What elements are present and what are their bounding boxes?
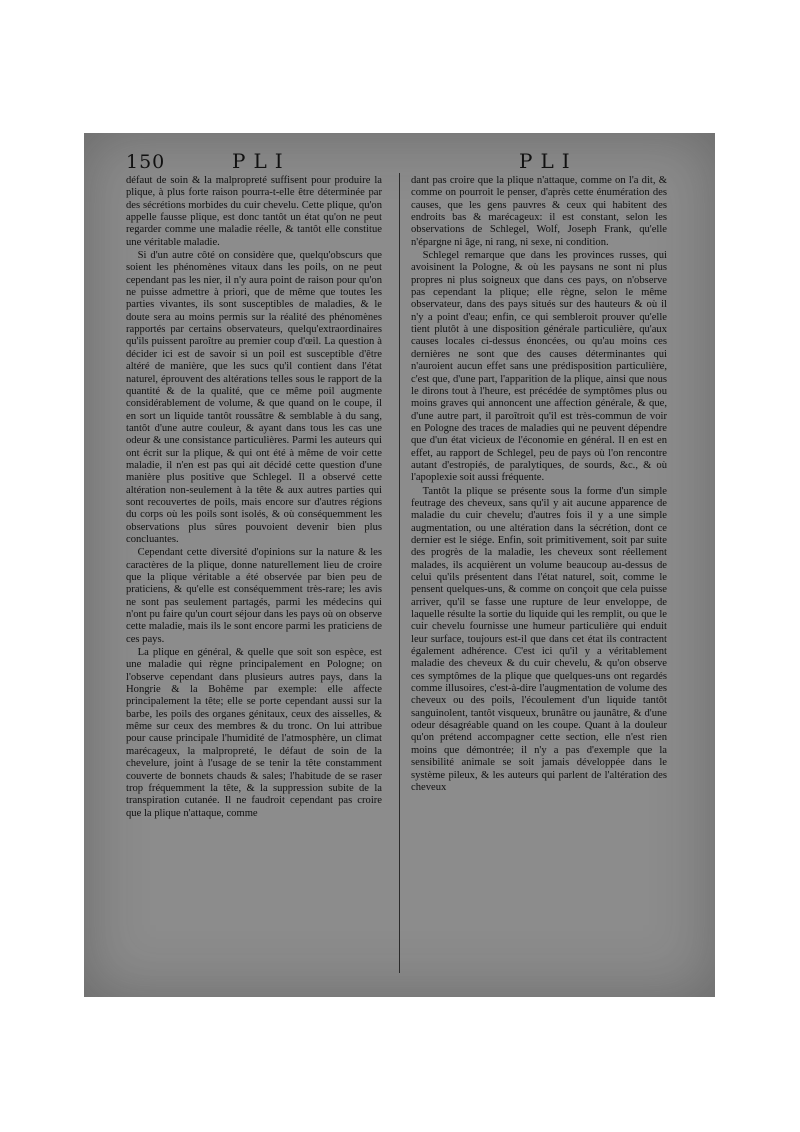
paragraph: Cependant cette diversité d'opinions sur la nature & les caractères de la plique, donne naturellement lieu de croire que la plique véritable a été observée par bien peu de praticiens, & qu'elle est conséquemment très-rare; les avis ne sont pas seulement partagés, parmi les médecins qui n'ont pu faire qu'un court séjour dans les pays où on observe cette maladie, mais ils le sont encore parmi les praticiens de ces pays.: [126, 547, 382, 645]
page-number: 150: [126, 151, 166, 173]
right-column: [411, 175, 667, 794]
paragraph: Tantôt la plique se présente sous la forme d'un simple feutrage des cheveux, sans qu'il y ait aucune apparence de maladie du cuir chevelu; d'autres fois il y a une simple augmentation, ou une altération dans la sécrétion, dont ce dernier est le siége. Enfin, soit primitivement, soit par suite des progrès de la maladie, les cheveux sont réellement malades, ils acquièrent un volume beaucoup au-dessus de celui qu'ils présentent dans l'état naturel, soit, comme le pensent quelques-uns, & comme on conçoit que cela puisse arriver, qu'il se fasse une rupture de leur enveloppe, de laquelle résulte la sortie du liquide qui les remplit, ou que le cuir chevelu fournisse une humeur particulière qui enduit leur surface, toujours est-il que dans cet état ils contractent également adhérence. C'est ici qu'il y a véritablement maladie des cheveux & du cuir chevelu, & qu'on observe ces symptômes de la plique que quelques-uns ont regardés comme illusoires, c'est-à-dire l'augmentation de volume des cheveux ou des poils, l'écoulement d'un liquide tantôt sanguinolent, tantôt visqueux, brunâtre ou jaunâtre, & d'une odeur désagréable quand on les coupe. Quant à la douleur qu'on prétend accompagner cette section, elle n'est rien moins que démontrée; il n'y a pas d'exemple que la sensibilité animale se soit jamais développée dans le système pileux, & les auteurs qui parlent de l'altération des cheveux: [411, 485, 667, 793]
left-column: [126, 175, 382, 820]
paragraph: Si d'un autre côté on considère que, quelqu'obscurs que soient les phénomènes vitaux dans les poils, on ne peut cependant pas les nier, il n'y aura point de raison pour qu'on ne puisse admettre à priori, que de même que toutes les parties vivantes, ils sont susceptibles de maladies, & le doute sera au moins permis sur la réalité des phénomènes rapportés par certains observateurs, quelqu'extraordinaires qu'ils puissent paroître au premier coup d'œil. La question à décider ici est de savoir si un poil est susceptible d'être altéré de manière, que les sucs qu'il contient dans l'état naturel, éprouvent des altérations telles sous le rapport de la quantité & de la qualité, que ce même poil augmente considérablement de volume, & que quand on le coupe, il en sort un liquide tantôt roussâtre & semblable à du sang, tantôt d'une autre couleur, & ayant dans tous les cas une odeur & une consistance particulières. Parmi les auteurs qui ont écrit sur la plique, & qui ont été à même de voir cette maladie, il n'en est pas qui ait décidé cette question d'une manière plus positive que Schlegel. Il a observé cette altération non-seulement à la tête & aux autres parties qui sont recouvertes de poils, mais encore sur d'autres régions du corps où les poils sont isolés, & où conséquemment les observations plus sûres pouvoient devenir bien plus concluantes.: [126, 250, 382, 545]
column-divider: [399, 173, 400, 973]
page-header: [84, 133, 715, 177]
running-head-left: PLI: [232, 149, 291, 173]
running-head-right: PLI: [519, 149, 578, 173]
paragraph: Schlegel remarque que dans les provinces russes, qui avoisinent la Pologne, & où les paysans ne sont ni plus propres ni plus soigneux que dans ces pays, on n'observe pas cependant la plique; elle règne, selon le même observateur, dans des pays situés sur des hauteurs & où il n'y a point d'eau; enfin, ce qui sembleroit prouver qu'elle tient plutôt à une disposition générale particulière, qu'aux causes locales ci-dessus énoncées, ou qu'au moins ces dernières ne sont que des causes déterminantes qui n'auroient aucun effet sans une prédisposition particulière, c'est que, d'une part, l'apparition de la plique, ainsi que nous le dirons tout à l'heure, est précédée de symptômes plus ou moins graves qui annoncent une affection générale, & que, d'une autre part, il paroîtroit qu'il est très-commun de voir en Pologne des traces de maladies qui ne peuvent dépendre que d'un état vicieux de l'économie en général. Il en est en effet, au rapport de Schlegel, peu de pays où l'on rencontre autant d'estropiés, de paralytiques, de sourds, &c., & où l'apoplexie soit aussi fréquente.: [411, 250, 667, 484]
paragraph: défaut de soin & la malpropreté suffisent pour produire la plique, à plus forte raison pourra-t-elle être déterminée par des sécrétions morbides du cuir chevelu. Cette plique, qu'on appelle fausse plique, est donc tantôt un état qu'on ne peut regarder comme une maladie réelle, & tantôt elle constitue une véritable maladie.: [126, 175, 382, 248]
paragraph: La plique en général, & quelle que soit son espèce, est une maladie qui règne principalement en Pologne; on l'observe cependant dans plusieurs autres pays, dans la Hongrie & la Bohême par exemple: elle affecte principalement la tête; elle se porte cependant aussi sur la barbe, les poils des organes génitaux, ceux des aisselles, & même sur ceux des membres & du tronc. On lui attribue pour cause principale l'humidité de l'atmosphère, un climat marécageux, la malpropreté, le défaut de soin de la chevelure, joint à l'usage de se tenir la tête constamment couverte de bonnets chauds & sales; l'habitude de se raser trop fréquemment la tête, & la suppression subite de la transpiration cutanée. Il ne faudroit cependant pas croire que la plique n'attaque, comme: [126, 647, 382, 819]
scanned-page: [84, 133, 715, 997]
paragraph: dant pas croire que la plique n'attaque, comme on l'a dit, & comme on pourroit le penser, d'après cette énumération des causes, que les gens pauvres & ceux qui habitent des endroits bas & marécageux: il est constant, selon les observations de Schlegel, Wolf, Joseph Frank, qu'elle n'épargne ni âge, ni rang, ni sexe, ni condition.: [411, 175, 667, 248]
